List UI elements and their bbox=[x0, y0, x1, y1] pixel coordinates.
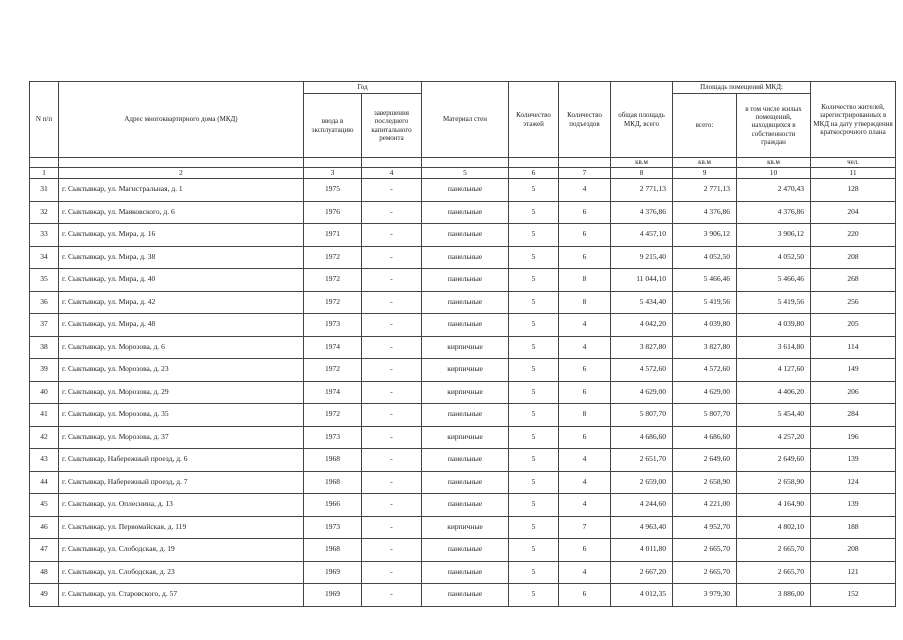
year-commission-cell: 1968 bbox=[304, 539, 362, 562]
material-cell: кирпичные bbox=[422, 359, 509, 382]
column-number: 6 bbox=[509, 168, 559, 179]
premises-citizens-cell: 4 406,20 bbox=[737, 381, 811, 404]
floors-cell: 5 bbox=[509, 539, 559, 562]
column-number: 2 bbox=[59, 168, 304, 179]
address-cell: г. Сыктывкар, ул. Старовского, д. 57 bbox=[59, 584, 304, 607]
total-area-cell: 4 963,40 bbox=[611, 516, 673, 539]
entrances-cell: 4 bbox=[559, 561, 611, 584]
material-cell: панельные bbox=[422, 314, 509, 337]
floors-cell: 5 bbox=[509, 291, 559, 314]
premises-citizens-cell: 4 802,10 bbox=[737, 516, 811, 539]
floors-cell: 5 bbox=[509, 404, 559, 427]
year-repair-cell: - bbox=[362, 404, 422, 427]
floors-cell: 5 bbox=[509, 359, 559, 382]
premises-total-cell: 4 376,86 bbox=[673, 201, 737, 224]
premises-total-cell: 4 572,60 bbox=[673, 359, 737, 382]
premises-citizens-cell: 3 906,12 bbox=[737, 224, 811, 247]
address-cell: г. Сыктывкар, ул. Слободская, д. 23 bbox=[59, 561, 304, 584]
year-repair-cell: - bbox=[362, 561, 422, 584]
unit-cell-blank bbox=[59, 158, 304, 168]
table-row bbox=[30, 494, 896, 517]
year-repair-cell: - bbox=[362, 224, 422, 247]
year-commission-cell: 1972 bbox=[304, 246, 362, 269]
material-cell: панельные bbox=[422, 584, 509, 607]
total-area-cell: 4 572,60 bbox=[611, 359, 673, 382]
total-area-cell: 4 629,00 bbox=[611, 381, 673, 404]
premises-citizens-cell: 4 127,60 bbox=[737, 359, 811, 382]
premises-citizens-cell: 3 886,00 bbox=[737, 584, 811, 607]
table-row bbox=[30, 224, 896, 247]
residents-cell: 152 bbox=[811, 584, 896, 607]
unit-cell-blank bbox=[362, 158, 422, 168]
column-number: 9 bbox=[673, 168, 737, 179]
year-repair-cell: - bbox=[362, 179, 422, 202]
premises-total-cell: 3 906,12 bbox=[673, 224, 737, 247]
residents-cell: 204 bbox=[811, 201, 896, 224]
row-number: 31 bbox=[30, 179, 59, 202]
premises-citizens-cell: 2 665,70 bbox=[737, 561, 811, 584]
premises-citizens-cell: 2 649,60 bbox=[737, 449, 811, 472]
floors-cell: 5 bbox=[509, 561, 559, 584]
table-row bbox=[30, 516, 896, 539]
material-cell: панельные bbox=[422, 449, 509, 472]
year-commission-cell: 1973 bbox=[304, 516, 362, 539]
residents-cell: 284 bbox=[811, 404, 896, 427]
material-cell: кирпичные bbox=[422, 381, 509, 404]
housing-table bbox=[29, 81, 896, 607]
material-cell: панельные bbox=[422, 201, 509, 224]
unit-cell-blank bbox=[304, 158, 362, 168]
year-repair-cell: - bbox=[362, 584, 422, 607]
premises-total-cell: 5 807,70 bbox=[673, 404, 737, 427]
year-repair-cell: - bbox=[362, 516, 422, 539]
premises-total-cell: 4 039,80 bbox=[673, 314, 737, 337]
floors-cell: 5 bbox=[509, 269, 559, 292]
material-cell: панельные bbox=[422, 539, 509, 562]
table-row bbox=[30, 471, 896, 494]
entrances-cell: 6 bbox=[559, 359, 611, 382]
row-number: 46 bbox=[30, 516, 59, 539]
row-number: 49 bbox=[30, 584, 59, 607]
floors-cell: 5 bbox=[509, 224, 559, 247]
residents-cell: 205 bbox=[811, 314, 896, 337]
table-row bbox=[30, 426, 896, 449]
total-area-cell: 2 651,70 bbox=[611, 449, 673, 472]
floors-cell: 5 bbox=[509, 179, 559, 202]
total-area-cell: 5 434,40 bbox=[611, 291, 673, 314]
entrances-cell: 6 bbox=[559, 426, 611, 449]
address-cell: г. Сыктывкар, ул. Маяковского, д. 6 bbox=[59, 201, 304, 224]
address-cell: г. Сыктывкар, ул. Мира, д. 48 bbox=[59, 314, 304, 337]
premises-citizens-cell: 2 658,90 bbox=[737, 471, 811, 494]
entrances-cell: 6 bbox=[559, 539, 611, 562]
total-area-cell: 11 044,10 bbox=[611, 269, 673, 292]
floors-cell: 5 bbox=[509, 584, 559, 607]
year-commission-cell: 1972 bbox=[304, 359, 362, 382]
address-cell: г. Сыктывкар, ул. Мира, д. 40 bbox=[59, 269, 304, 292]
unit-premises-citizens: кв.м bbox=[737, 158, 811, 168]
floors-cell: 5 bbox=[509, 471, 559, 494]
header-residents: Количество жителей, зарегистрированных в МКД на дату утверждения краткосрочного плана bbox=[811, 82, 896, 158]
column-number: 3 bbox=[304, 168, 362, 179]
table-row bbox=[30, 314, 896, 337]
year-commission-cell: 1972 bbox=[304, 269, 362, 292]
column-number: 10 bbox=[737, 168, 811, 179]
total-area-cell: 4 011,80 bbox=[611, 539, 673, 562]
year-commission-cell: 1974 bbox=[304, 336, 362, 359]
column-number: 4 bbox=[362, 168, 422, 179]
year-repair-cell: - bbox=[362, 539, 422, 562]
floors-cell: 5 bbox=[509, 516, 559, 539]
premises-citizens-cell: 5 454,40 bbox=[737, 404, 811, 427]
total-area-cell: 4 457,10 bbox=[611, 224, 673, 247]
residents-cell: 208 bbox=[811, 539, 896, 562]
year-commission-cell: 1968 bbox=[304, 471, 362, 494]
year-repair-cell: - bbox=[362, 314, 422, 337]
row-number: 40 bbox=[30, 381, 59, 404]
residents-cell: 128 bbox=[811, 179, 896, 202]
year-repair-cell: - bbox=[362, 381, 422, 404]
total-area-cell: 2 659,00 bbox=[611, 471, 673, 494]
floors-cell: 5 bbox=[509, 381, 559, 404]
floors-cell: 5 bbox=[509, 246, 559, 269]
year-repair-cell: - bbox=[362, 291, 422, 314]
total-area-cell: 9 215,40 bbox=[611, 246, 673, 269]
year-commission-cell: 1971 bbox=[304, 224, 362, 247]
header-entrances: Количество подъездов bbox=[559, 82, 611, 158]
year-commission-cell: 1973 bbox=[304, 314, 362, 337]
residents-cell: 121 bbox=[811, 561, 896, 584]
year-commission-cell: 1969 bbox=[304, 584, 362, 607]
floors-cell: 5 bbox=[509, 494, 559, 517]
residents-cell: 208 bbox=[811, 246, 896, 269]
material-cell: кирпичные bbox=[422, 336, 509, 359]
entrances-cell: 4 bbox=[559, 449, 611, 472]
address-cell: г. Сыктывкар, ул. Морозова, д. 23 bbox=[59, 359, 304, 382]
row-number: 37 bbox=[30, 314, 59, 337]
premises-citizens-cell: 5 466,46 bbox=[737, 269, 811, 292]
year-commission-cell: 1975 bbox=[304, 179, 362, 202]
row-number: 43 bbox=[30, 449, 59, 472]
unit-premises-total: кв.м bbox=[673, 158, 737, 168]
row-number: 32 bbox=[30, 201, 59, 224]
header-material: Материал стен bbox=[422, 82, 509, 158]
year-commission-cell: 1972 bbox=[304, 291, 362, 314]
residents-cell: 124 bbox=[811, 471, 896, 494]
address-cell: г. Сыктывкар, Набережный проезд, д. 6 bbox=[59, 449, 304, 472]
premises-citizens-cell: 4 039,80 bbox=[737, 314, 811, 337]
premises-total-cell: 2 665,70 bbox=[673, 561, 737, 584]
year-repair-cell: - bbox=[362, 494, 422, 517]
unit-cell-blank bbox=[30, 158, 59, 168]
premises-citizens-cell: 4 164,90 bbox=[737, 494, 811, 517]
header-premises-citizens: в том числе жилых помещений, находящихся в собственности граждан bbox=[737, 94, 811, 158]
premises-total-cell: 5 419,56 bbox=[673, 291, 737, 314]
column-number: 5 bbox=[422, 168, 509, 179]
floors-cell: 5 bbox=[509, 449, 559, 472]
table-row bbox=[30, 291, 896, 314]
material-cell: панельные bbox=[422, 471, 509, 494]
row-number: 44 bbox=[30, 471, 59, 494]
address-cell: г. Сыктывкар, ул. Морозова, д. 6 bbox=[59, 336, 304, 359]
address-cell: г. Сыктывкар, ул. Слободская, д. 19 bbox=[59, 539, 304, 562]
residents-cell: 149 bbox=[811, 359, 896, 382]
row-number: 41 bbox=[30, 404, 59, 427]
year-commission-cell: 1974 bbox=[304, 381, 362, 404]
residents-cell: 139 bbox=[811, 494, 896, 517]
total-area-cell: 2 771,13 bbox=[611, 179, 673, 202]
unit-cell-blank bbox=[509, 158, 559, 168]
material-cell: панельные bbox=[422, 291, 509, 314]
year-repair-cell: - bbox=[362, 246, 422, 269]
material-cell: панельные bbox=[422, 246, 509, 269]
entrances-cell: 4 bbox=[559, 179, 611, 202]
year-repair-cell: - bbox=[362, 449, 422, 472]
year-repair-cell: - bbox=[362, 336, 422, 359]
unit-cell-blank bbox=[422, 158, 509, 168]
row-number: 45 bbox=[30, 494, 59, 517]
address-cell: г. Сыктывкар, ул. Первомайская, д. 119 bbox=[59, 516, 304, 539]
table-row bbox=[30, 449, 896, 472]
premises-total-cell: 2 658,90 bbox=[673, 471, 737, 494]
premises-total-cell: 4 052,50 bbox=[673, 246, 737, 269]
premises-total-cell: 2 771,13 bbox=[673, 179, 737, 202]
year-repair-cell: - bbox=[362, 359, 422, 382]
material-cell: панельные bbox=[422, 561, 509, 584]
address-cell: г. Сыктывкар, ул. Мира, д. 38 bbox=[59, 246, 304, 269]
total-area-cell: 3 827,80 bbox=[611, 336, 673, 359]
year-commission-cell: 1969 bbox=[304, 561, 362, 584]
header-num: N п/п bbox=[30, 82, 59, 158]
unit-total-area: кв.м bbox=[611, 158, 673, 168]
premises-total-cell: 5 466,46 bbox=[673, 269, 737, 292]
entrances-cell: 6 bbox=[559, 201, 611, 224]
year-commission-cell: 1972 bbox=[304, 404, 362, 427]
premises-citizens-cell: 4 376,86 bbox=[737, 201, 811, 224]
year-commission-cell: 1976 bbox=[304, 201, 362, 224]
table-row bbox=[30, 561, 896, 584]
header-year: Год bbox=[304, 82, 422, 94]
premises-citizens-cell: 2 470,43 bbox=[737, 179, 811, 202]
premises-citizens-cell: 3 614,80 bbox=[737, 336, 811, 359]
total-area-cell: 4 376,86 bbox=[611, 201, 673, 224]
premises-citizens-cell: 4 052,50 bbox=[737, 246, 811, 269]
table-row bbox=[30, 179, 896, 202]
year-commission-cell: 1973 bbox=[304, 426, 362, 449]
floors-cell: 5 bbox=[509, 314, 559, 337]
row-number: 36 bbox=[30, 291, 59, 314]
row-number: 47 bbox=[30, 539, 59, 562]
table-row bbox=[30, 269, 896, 292]
row-number: 39 bbox=[30, 359, 59, 382]
material-cell: кирпичные bbox=[422, 516, 509, 539]
residents-cell: 256 bbox=[811, 291, 896, 314]
premises-total-cell: 4 686,60 bbox=[673, 426, 737, 449]
table-row bbox=[30, 584, 896, 607]
table-row bbox=[30, 359, 896, 382]
table-row bbox=[30, 539, 896, 562]
address-cell: г. Сыктывкар, Набережный проезд, д. 7 bbox=[59, 471, 304, 494]
residents-cell: 188 bbox=[811, 516, 896, 539]
address-cell: г. Сыктывкар, ул. Оплеснина, д. 13 bbox=[59, 494, 304, 517]
residents-cell: 220 bbox=[811, 224, 896, 247]
column-number: 1 bbox=[30, 168, 59, 179]
year-commission-cell: 1966 bbox=[304, 494, 362, 517]
column-number: 7 bbox=[559, 168, 611, 179]
address-cell: г. Сыктывкар, ул. Морозова, д. 29 bbox=[59, 381, 304, 404]
premises-total-cell: 4 221,00 bbox=[673, 494, 737, 517]
floors-cell: 5 bbox=[509, 336, 559, 359]
floors-cell: 5 bbox=[509, 201, 559, 224]
entrances-cell: 6 bbox=[559, 224, 611, 247]
table-row bbox=[30, 381, 896, 404]
entrances-cell: 4 bbox=[559, 336, 611, 359]
residents-cell: 196 bbox=[811, 426, 896, 449]
residents-cell: 139 bbox=[811, 449, 896, 472]
premises-total-cell: 4 629,00 bbox=[673, 381, 737, 404]
column-number: 11 bbox=[811, 168, 896, 179]
premises-total-cell: 3 979,30 bbox=[673, 584, 737, 607]
entrances-cell: 6 bbox=[559, 381, 611, 404]
header-total-area: общая площадь МКД, всего bbox=[611, 82, 673, 158]
material-cell: панельные bbox=[422, 224, 509, 247]
total-area-cell: 4 686,60 bbox=[611, 426, 673, 449]
year-commission-cell: 1968 bbox=[304, 449, 362, 472]
premises-citizens-cell: 4 257,20 bbox=[737, 426, 811, 449]
unit-cell-blank bbox=[559, 158, 611, 168]
total-area-cell: 4 012,35 bbox=[611, 584, 673, 607]
header-floors: Количество этажей bbox=[509, 82, 559, 158]
material-cell: панельные bbox=[422, 179, 509, 202]
entrances-cell: 8 bbox=[559, 404, 611, 427]
material-cell: панельные bbox=[422, 269, 509, 292]
residents-cell: 114 bbox=[811, 336, 896, 359]
row-number: 42 bbox=[30, 426, 59, 449]
total-area-cell: 5 807,70 bbox=[611, 404, 673, 427]
year-repair-cell: - bbox=[362, 471, 422, 494]
year-repair-cell: - bbox=[362, 201, 422, 224]
entrances-cell: 8 bbox=[559, 291, 611, 314]
row-number: 34 bbox=[30, 246, 59, 269]
entrances-cell: 7 bbox=[559, 516, 611, 539]
table-row bbox=[30, 246, 896, 269]
premises-total-cell: 4 952,70 bbox=[673, 516, 737, 539]
entrances-cell: 4 bbox=[559, 471, 611, 494]
header-premises-total: всего: bbox=[673, 94, 737, 158]
total-area-cell: 2 667,20 bbox=[611, 561, 673, 584]
premises-citizens-cell: 5 419,56 bbox=[737, 291, 811, 314]
premises-total-cell: 3 827,80 bbox=[673, 336, 737, 359]
header-year-repair: завершения последнего капитального ремонта bbox=[362, 94, 422, 158]
premises-citizens-cell: 2 665,70 bbox=[737, 539, 811, 562]
total-area-cell: 4 244,60 bbox=[611, 494, 673, 517]
premises-total-cell: 2 649,60 bbox=[673, 449, 737, 472]
row-number: 38 bbox=[30, 336, 59, 359]
table-row bbox=[30, 404, 896, 427]
header-premises-area: Площадь помещений МКД: bbox=[673, 82, 811, 94]
total-area-cell: 4 042,20 bbox=[611, 314, 673, 337]
table-row bbox=[30, 201, 896, 224]
table-row bbox=[30, 336, 896, 359]
year-repair-cell: - bbox=[362, 269, 422, 292]
entrances-cell: 6 bbox=[559, 246, 611, 269]
address-cell: г. Сыктывкар, ул. Морозова, д. 37 bbox=[59, 426, 304, 449]
row-number: 48 bbox=[30, 561, 59, 584]
residents-cell: 268 bbox=[811, 269, 896, 292]
entrances-cell: 4 bbox=[559, 314, 611, 337]
column-number: 8 bbox=[611, 168, 673, 179]
address-cell: г. Сыктывкар, ул. Морозова, д. 35 bbox=[59, 404, 304, 427]
material-cell: панельные bbox=[422, 494, 509, 517]
row-number: 35 bbox=[30, 269, 59, 292]
row-number: 33 bbox=[30, 224, 59, 247]
entrances-cell: 6 bbox=[559, 584, 611, 607]
unit-residents: чел. bbox=[811, 158, 896, 168]
floors-cell: 5 bbox=[509, 426, 559, 449]
entrances-cell: 4 bbox=[559, 494, 611, 517]
header-year-commission: ввода в эксплуатацию bbox=[304, 94, 362, 158]
address-cell: г. Сыктывкар, ул. Магистральная, д. 1 bbox=[59, 179, 304, 202]
address-cell: г. Сыктывкар, ул. Мира, д. 42 bbox=[59, 291, 304, 314]
material-cell: панельные bbox=[422, 404, 509, 427]
entrances-cell: 8 bbox=[559, 269, 611, 292]
address-cell: г. Сыктывкар, ул. Мира, д. 16 bbox=[59, 224, 304, 247]
residents-cell: 206 bbox=[811, 381, 896, 404]
year-repair-cell: - bbox=[362, 426, 422, 449]
premises-total-cell: 2 665,70 bbox=[673, 539, 737, 562]
header-address: Адрес многоквартирного дома (МКД) bbox=[59, 82, 304, 158]
material-cell: кирпичные bbox=[422, 426, 509, 449]
